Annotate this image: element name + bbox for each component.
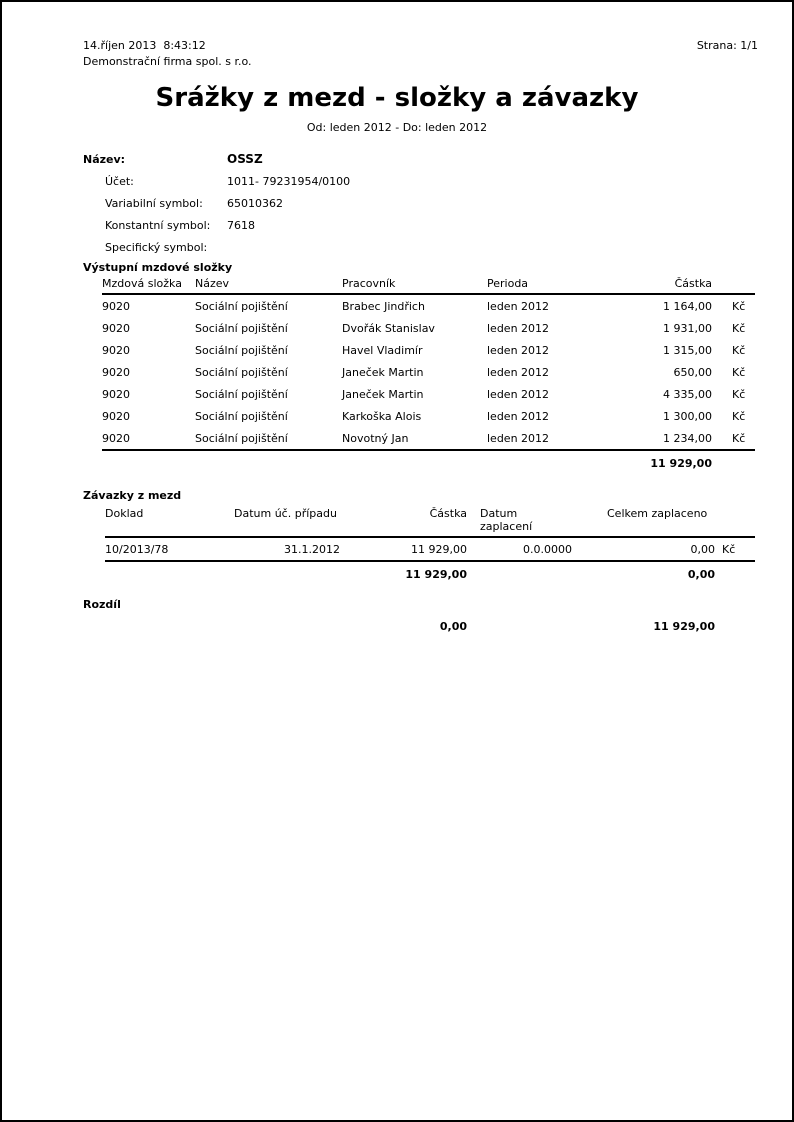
- cell-name: Sociální pojištění: [195, 387, 288, 401]
- variable-symbol-label: Variabilní symbol:: [105, 196, 203, 210]
- liabilities-total-paid: 0,00: [687, 567, 715, 581]
- components-section-title: Výstupní mzdové složky: [83, 261, 233, 274]
- cell-amount: 4 335,00: [663, 387, 712, 401]
- account-row: [83, 170, 792, 192]
- table-row: [105, 538, 755, 560]
- constant-symbol-label: Konstantní symbol:: [105, 218, 211, 232]
- cell-currency: Kč: [732, 387, 746, 401]
- cell-period: leden 2012: [487, 365, 550, 379]
- col-perioda: Perioda: [487, 277, 529, 290]
- table-row: [102, 405, 755, 427]
- account-label: Účet:: [105, 174, 134, 188]
- constant-symbol-value: 7618: [227, 218, 255, 232]
- report-title: Srážky z mezd - složky a závazky: [155, 83, 639, 113]
- cell-period: leden 2012: [487, 321, 550, 335]
- cell-amount: 11 929,00: [411, 542, 467, 556]
- cell-document: 10/2013/78: [105, 542, 169, 556]
- report-period: Od: leden 2012 - Do: leden 2012: [306, 121, 488, 134]
- cell-name: Sociální pojištění: [195, 343, 288, 357]
- col-celkem-zaplaceno: Celkem zaplaceno: [607, 507, 708, 520]
- components-table: [102, 274, 755, 473]
- cell-code: 9020: [102, 299, 130, 313]
- difference-values: [105, 616, 792, 636]
- report-header-left: [83, 38, 252, 70]
- table-row: [102, 427, 755, 449]
- recipient-name-label: Název:: [83, 152, 126, 166]
- cell-amount: 1 234,00: [663, 431, 712, 445]
- report-header: [2, 2, 792, 70]
- cell-period: leden 2012: [487, 343, 550, 357]
- page-number: Strana: 1/1: [696, 39, 758, 52]
- cell-code: 9020: [102, 365, 130, 379]
- cell-currency: Kč: [732, 431, 746, 445]
- cell-currency: Kč: [722, 542, 736, 556]
- table-row: [102, 383, 755, 405]
- variable-symbol-value: 65010362: [227, 196, 283, 210]
- cell-worker: Janeček Martin: [342, 365, 424, 379]
- components-table-body: [102, 295, 755, 451]
- cell-code: 9020: [102, 431, 130, 445]
- cell-name: Sociální pojištění: [195, 409, 288, 423]
- variable-symbol-row: [83, 192, 792, 214]
- cell-accounting-date: 31.1.2012: [284, 542, 340, 556]
- constant-symbol-row: [83, 214, 792, 236]
- cell-name: Sociální pojištění: [195, 365, 288, 379]
- cell-worker: Novotný Jan: [342, 431, 409, 445]
- table-row: [102, 317, 755, 339]
- cell-amount: 1 300,00: [663, 409, 712, 423]
- cell-period: leden 2012: [487, 299, 550, 313]
- cell-period: leden 2012: [487, 409, 550, 423]
- company-name: Demonstrační firma spol. s r.o.: [83, 55, 252, 68]
- cell-code: 9020: [102, 409, 130, 423]
- cell-worker: Karkoška Alois: [342, 409, 422, 423]
- cell-worker: Havel Vladimír: [342, 343, 423, 357]
- col-currency2: [715, 507, 755, 533]
- cell-paid-total: 0,00: [690, 542, 715, 556]
- col-datum-uc-pripadu: Datum úč. případu: [234, 507, 337, 520]
- liabilities-table-header: [105, 504, 755, 538]
- col-nazev: Název: [195, 277, 230, 290]
- cell-code: 9020: [102, 321, 130, 335]
- col-datum-zaplaceni: Datum zaplacení: [480, 507, 533, 533]
- recipient-info: [83, 148, 792, 258]
- cell-worker: Dvořák Stanislav: [342, 321, 435, 335]
- col-castka: Částka: [674, 277, 712, 290]
- table-row: [102, 361, 755, 383]
- cell-code: 9020: [102, 343, 130, 357]
- cell-currency: Kč: [732, 299, 746, 313]
- difference-label: Rozdíl: [83, 598, 121, 611]
- difference-row: [105, 616, 792, 636]
- cell-period: leden 2012: [487, 431, 550, 445]
- col-mzdova-slozka: Mzdová složka: [102, 277, 182, 290]
- cell-worker: Janeček Martin: [342, 387, 424, 401]
- account-value: 1011- 79231954/0100: [227, 174, 351, 188]
- col-castka2: Částka: [429, 507, 467, 520]
- components-table-header: [102, 274, 755, 295]
- cell-amount: 1 931,00: [663, 321, 712, 335]
- table-row: [102, 295, 755, 317]
- cell-code: 9020: [102, 387, 130, 401]
- recipient-name-row: [83, 148, 792, 170]
- specific-symbol-label: Specifický symbol:: [105, 240, 208, 254]
- liabilities-table-body: [105, 538, 755, 562]
- col-pracovnik: Pracovník: [342, 277, 396, 290]
- cell-currency: Kč: [732, 365, 746, 379]
- col-doklad: Doklad: [105, 507, 144, 520]
- components-total: 11 929,00: [650, 456, 712, 470]
- cell-worker: Brabec Jindřich: [342, 299, 425, 313]
- liabilities-total-row: [105, 564, 755, 584]
- cell-payment-date: 0.0.0000: [523, 542, 572, 556]
- col-currency: [712, 277, 755, 290]
- cell-currency: Kč: [732, 321, 746, 335]
- liabilities-section-title: Závazky z mezd: [83, 489, 182, 502]
- table-row: [102, 339, 755, 361]
- liabilities-table: [105, 504, 755, 584]
- cell-currency: Kč: [732, 409, 746, 423]
- components-total-row: [102, 453, 755, 473]
- cell-period: leden 2012: [487, 387, 550, 401]
- print-datetime: 14.říjen 2013 8:43:12: [83, 39, 206, 52]
- cell-name: Sociální pojištění: [195, 321, 288, 335]
- cell-amount: 1 164,00: [663, 299, 712, 313]
- difference-paid: 11 929,00: [653, 619, 715, 633]
- cell-amount: 1 315,00: [663, 343, 712, 357]
- cell-currency: Kč: [732, 343, 746, 357]
- recipient-name-value: OSSZ: [227, 152, 263, 166]
- cell-name: Sociální pojištění: [195, 299, 288, 313]
- liabilities-total-amount: 11 929,00: [405, 567, 467, 581]
- cell-name: Sociální pojištění: [195, 431, 288, 445]
- specific-symbol-row: [83, 236, 792, 258]
- difference-amount: 0,00: [439, 619, 467, 633]
- cell-amount: 650,00: [673, 365, 712, 379]
